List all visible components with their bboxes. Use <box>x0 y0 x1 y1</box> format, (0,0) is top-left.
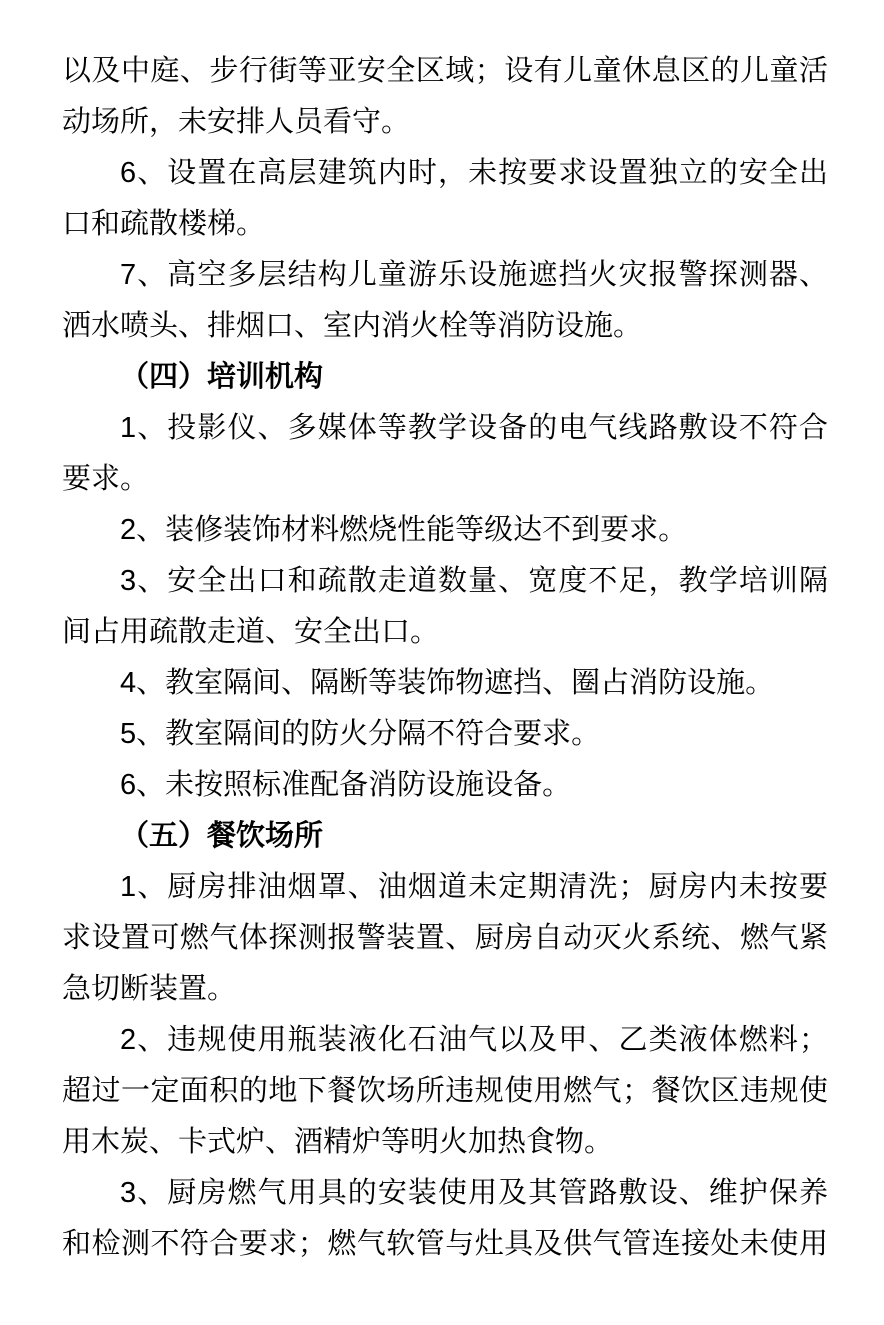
list-item-6-fire-equipment: 6、未按照标准配备消防设施设备。 <box>120 769 572 801</box>
text-line: 急切断装置。 <box>62 973 237 1005</box>
list-item-3-exits-passages: 3、安全出口和疏散走道数量、宽度不足，教学培训隔 <box>120 565 828 597</box>
section-heading-dining-venues: （五）餐饮场所 <box>120 820 324 852</box>
text-line: 和检测不符合要求；燃气软管与灶具及供气管连接处未使用 <box>62 1228 828 1260</box>
text-line: 要求。 <box>62 463 150 495</box>
text-line: 间占用疏散走道、安全出口。 <box>62 616 440 648</box>
section-heading-training-institutions: （四）培训机构 <box>120 361 324 393</box>
list-item-7-amusement-equipment: 7、高空多层结构儿童游乐设施遮挡火灾报警探测器、 <box>120 259 828 291</box>
text-line: 求设置可燃气体探测报警装置、厨房自动灭火系统、燃气紧 <box>62 922 828 954</box>
list-item-2-lpg-violations: 2、违规使用瓶装液化石油气以及甲、乙类液体燃料； <box>120 1024 828 1056</box>
text-line: 以及中庭、步行街等亚安全区域；设有儿童休息区的儿童活 <box>62 55 828 87</box>
text-line: 洒水喷头、排烟口、室内消火栓等消防设施。 <box>62 310 643 342</box>
text-line: 超过一定面积的地下餐饮场所违规使用燃气；餐饮区违规使 <box>62 1075 828 1107</box>
text-line: 动场所，未安排人员看守。 <box>62 106 411 138</box>
list-item-4-classroom-partitions: 4、教室隔间、隔断等装饰物遮挡、圈占消防设施。 <box>120 667 775 699</box>
text-line: 用木炭、卡式炉、酒精炉等明火加热食物。 <box>62 1126 614 1158</box>
list-item-3-gas-appliances: 3、厨房燃气用具的安装使用及其管路敷设、维护保养 <box>120 1177 828 1209</box>
text-line: 口和疏散楼梯。 <box>62 208 266 240</box>
list-item-2-decoration-materials: 2、装修装饰材料燃烧性能等级达不到要求。 <box>120 514 688 546</box>
list-item-5-fire-separation: 5、教室隔间的防火分隔不符合要求。 <box>120 718 601 750</box>
list-item-6-high-rise: 6、设置在高层建筑内时，未按要求设置独立的安全出 <box>120 157 828 189</box>
list-item-1-teaching-equipment: 1、投影仪、多媒体等教学设备的电气线路敷设不符合 <box>120 412 828 444</box>
list-item-1-kitchen-hood: 1、厨房排油烟罩、油烟道未定期清洗；厨房内未按要 <box>120 871 828 903</box>
